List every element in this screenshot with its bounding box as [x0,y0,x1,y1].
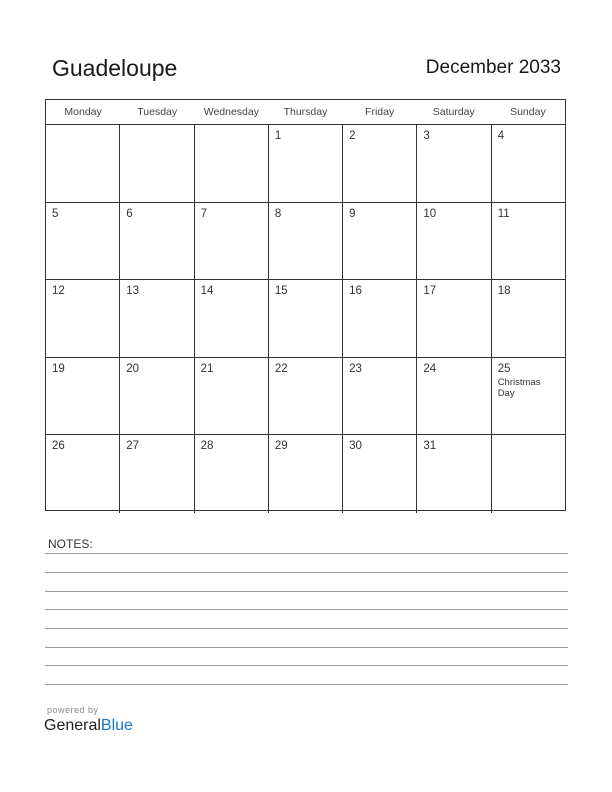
notes-line [45,684,568,685]
notes-line [45,628,568,629]
day-number: 22 [274,362,288,375]
day-cell [120,280,194,357]
day-number: 28 [200,440,214,452]
day-cell [417,203,491,280]
day-cell [195,203,269,280]
day-cell [269,203,343,280]
day-number: 16 [349,285,362,297]
day-cell [492,435,565,513]
notes-line [45,572,568,573]
day-cell [417,125,491,202]
day-number: 5 [52,207,59,220]
day-cell [417,358,491,435]
day-number: 19 [52,362,65,375]
weekday-header [46,100,565,125]
notes-label: NOTES: [48,537,93,551]
day-cell [195,435,269,513]
day-cell [343,435,417,513]
day-number: 26 [52,440,65,452]
calendar-country-title: Guadeloupe [52,55,178,81]
brand-blue: Blue [100,717,133,734]
day-cell [417,435,491,513]
day-number: 20 [126,362,140,375]
day-number: 13 [126,285,140,297]
day-number: 17 [423,285,437,297]
day-cell [120,125,194,202]
day-number: 23 [349,362,362,375]
weekday-label: Friday [365,106,395,118]
day-number: 9 [349,207,356,220]
day-cell [195,280,269,357]
day-number: 29 [274,440,288,452]
day-cell [269,435,343,513]
day-number: 25 [497,362,511,375]
brand-logo [44,717,133,735]
day-cell [195,358,269,435]
day-number: 6 [126,207,133,220]
calendar-week-row [46,358,565,436]
day-cell [46,358,120,435]
calendar-week-row [46,280,565,358]
day-cell [195,125,269,202]
day-number: 31 [423,440,437,452]
weekday-label: Tuesday [137,106,178,118]
day-number: 3 [423,130,430,142]
day-cell [492,203,565,280]
day-number: 11 [497,207,510,220]
weekday-label: Sunday [510,106,546,118]
weekday-label: Wednesday [203,106,259,118]
day-cell [269,358,343,435]
calendar-week-row [46,125,565,203]
weekday-label: Monday [64,106,102,118]
day-cell [343,280,417,357]
day-number: 15 [274,285,288,297]
day-number: 30 [349,440,362,452]
day-number: 7 [200,207,207,220]
day-number: 27 [126,440,140,452]
weekday-label: Thursday [283,106,328,118]
powered-by-text: powered by [47,705,99,715]
day-number: 12 [52,285,65,297]
day-number: 18 [497,285,511,297]
calendar-month-title: December 2033 [425,57,561,78]
brand-general: General [44,717,101,734]
notes-line [45,609,568,610]
day-cell [492,125,565,202]
day-cell [492,280,565,357]
day-number: 24 [423,362,437,375]
day-cell [269,125,343,202]
day-cell [120,435,194,513]
weekday-label: Saturday [432,106,475,118]
notes-line [45,647,568,648]
calendar-week-row [46,435,565,513]
day-cell [269,280,343,357]
day-number: 14 [200,285,214,297]
holiday-label: Christmas Day [497,376,541,399]
calendar-grid [45,99,566,511]
day-cell [417,280,491,357]
day-cell [46,435,120,513]
calendar-weeks [46,125,565,513]
day-cell [343,125,417,202]
day-number: 21 [200,362,214,375]
day-number: 1 [274,130,282,142]
day-cell [343,358,417,435]
day-number: 2 [349,130,356,142]
day-number: 10 [423,207,437,220]
notes-line [45,591,568,592]
day-number: 8 [274,207,282,220]
day-number: 4 [497,130,505,142]
calendar-week-row [46,203,565,281]
day-cell [46,203,120,280]
day-cell [492,358,565,435]
day-cell [343,203,417,280]
day-cell [46,280,120,357]
day-cell [120,203,194,280]
day-cell [120,358,194,435]
day-cell [46,125,120,202]
notes-line [45,553,568,554]
notes-line [45,665,568,666]
